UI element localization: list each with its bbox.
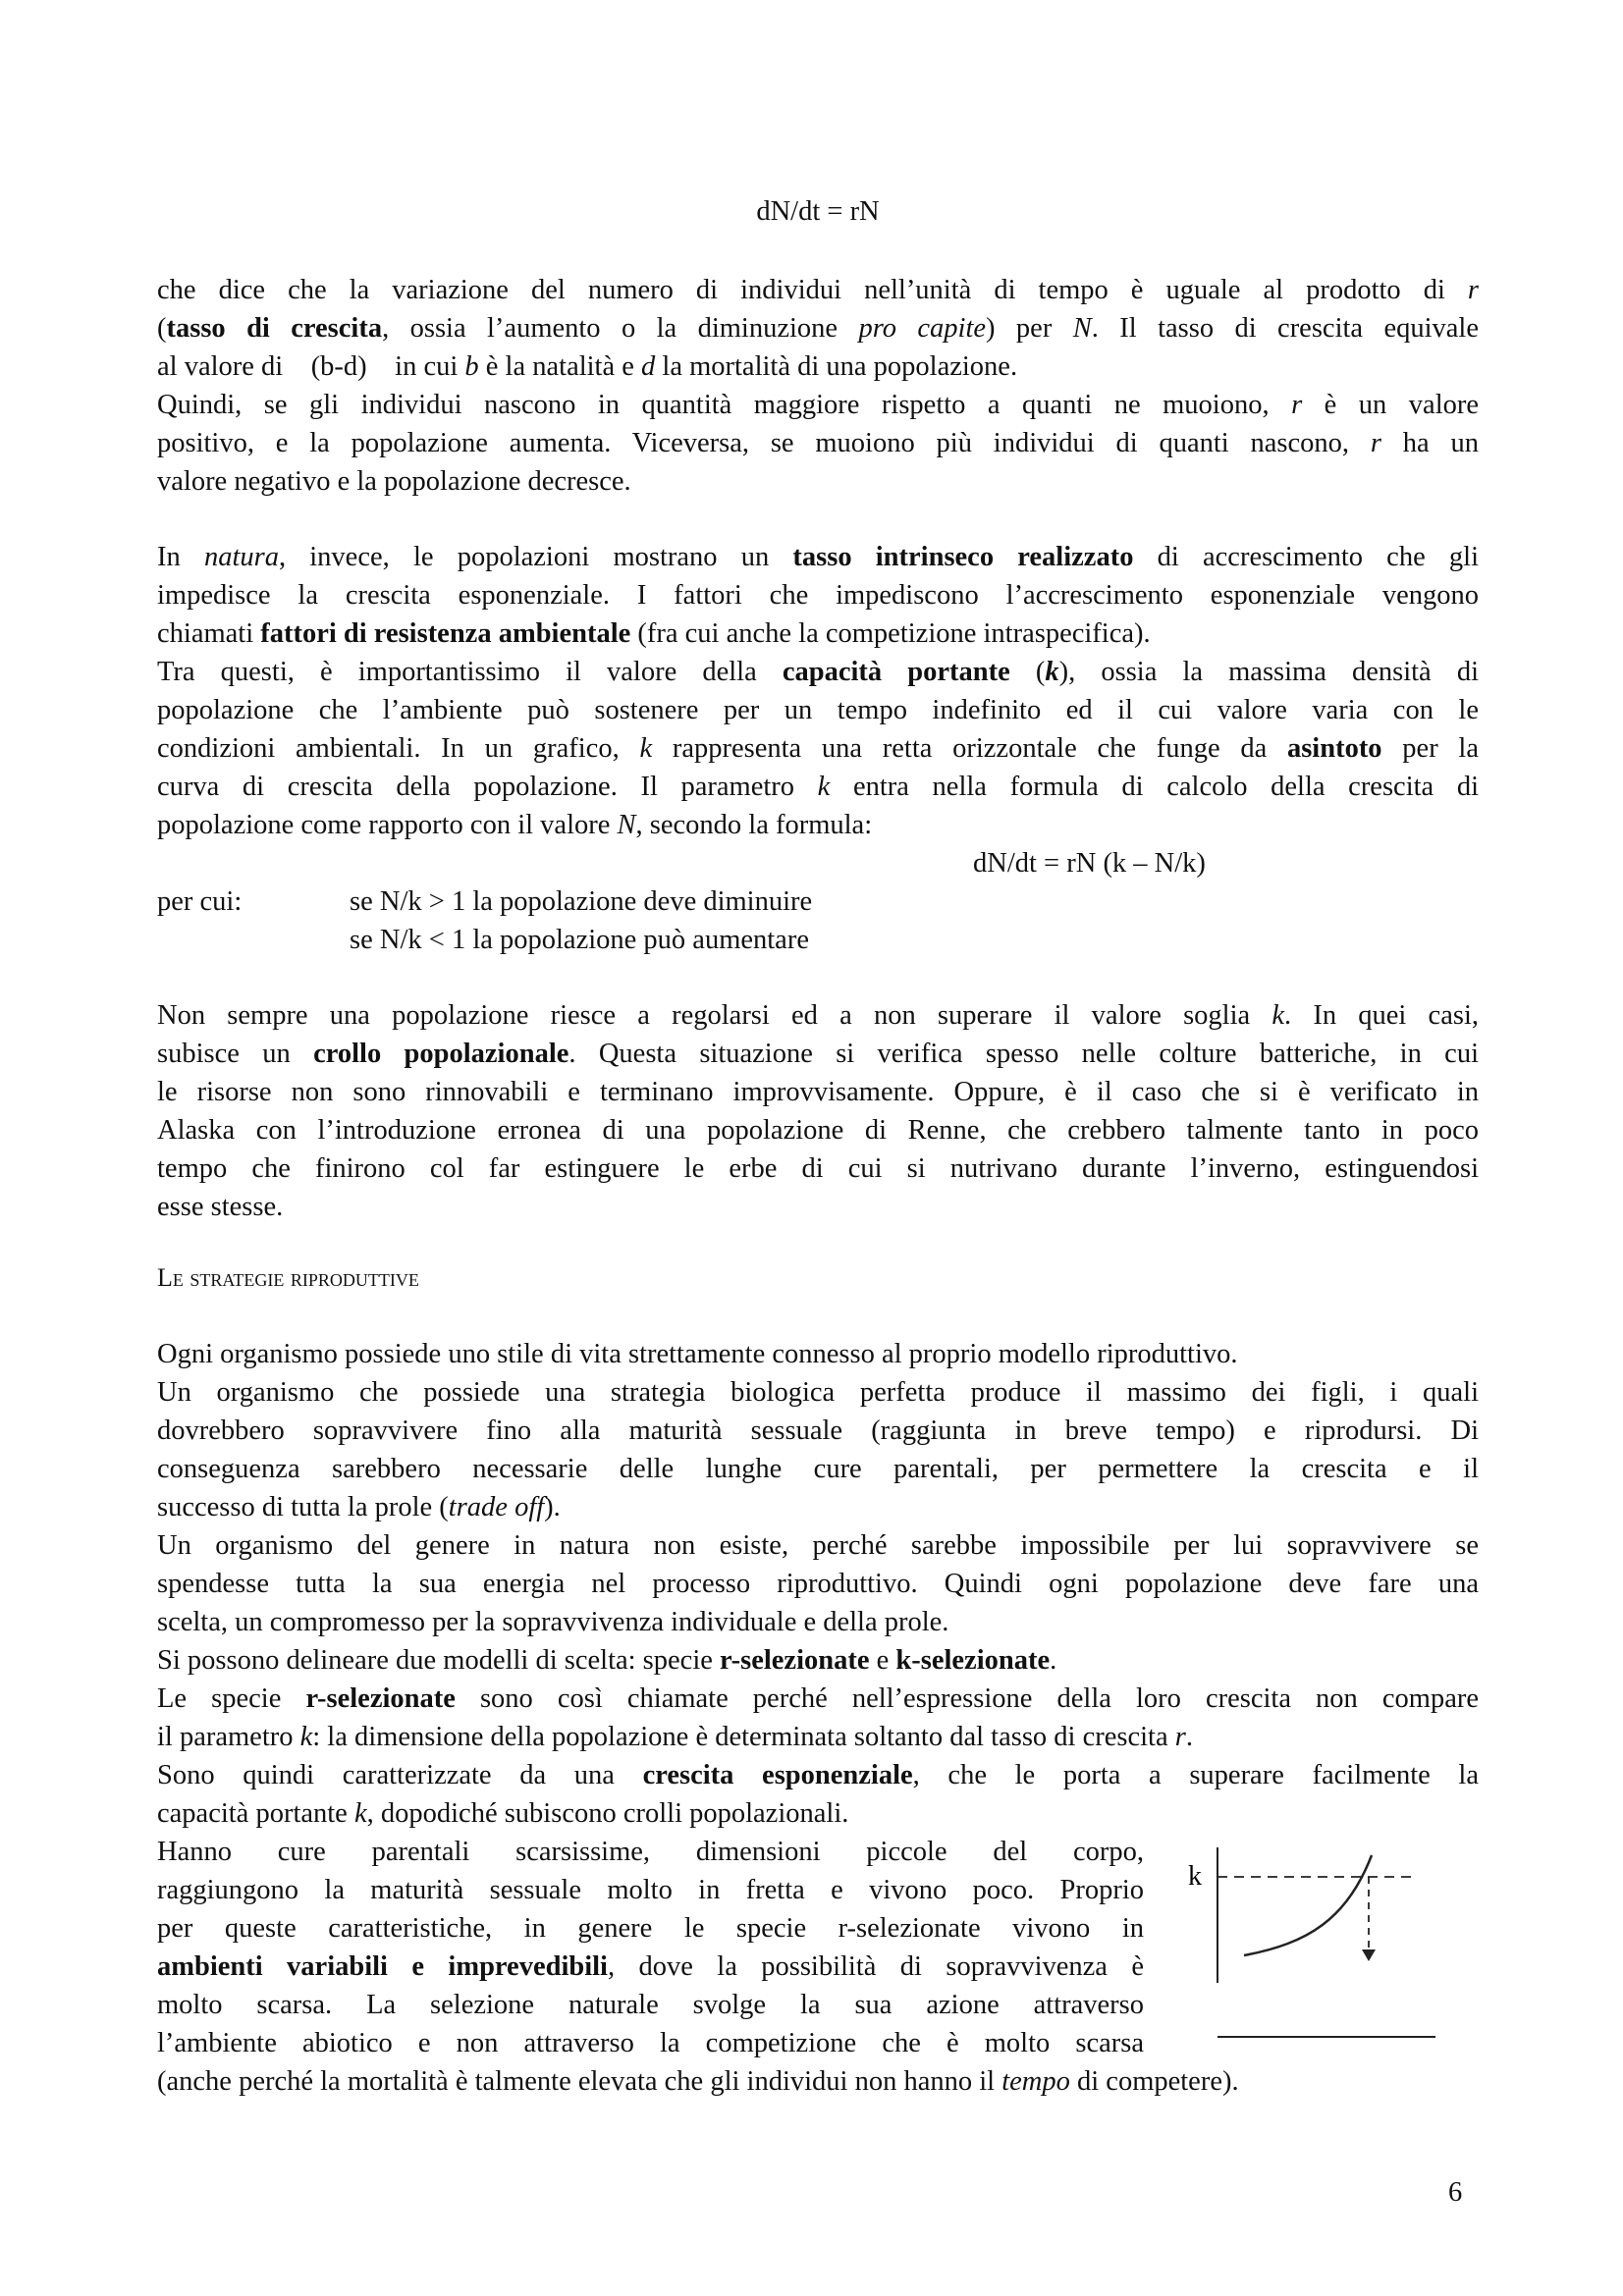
condition-increase: se N/k < 1 la popolazione può aumentare [350, 925, 809, 955]
para4-line1: Ogni organismo possiede uno stile di vita strettamente connesso al proprio modello riproduttivo. [157, 1339, 1238, 1369]
growth-curve [1244, 1855, 1372, 1955]
para1-line5: positivo, e la popolazione aumenta. Viceversa, se muoiono più individui di quanti nascono, r ha un [157, 428, 1479, 458]
para2-line3: chiamati fattori di resistenza ambientale (fra cui anche la competizione intraspecifica). [157, 618, 1151, 649]
para4-line9: Si possono delineare due modelli di scelta: specie r-selezionate e k-selezionate. [157, 1645, 1057, 1676]
para4-line13: capacità portante k, dopodiché subiscono crolli popolazionali. [157, 1798, 849, 1829]
para1-line4: Quindi, se gli individui nascono in quantità maggiore rispetto a quanti ne muoiono, r è un valore [157, 390, 1480, 420]
para3-line1: Non sempre una popolazione riesce a regolarsi ed a non superare il valore soglia k. In quei casi, [157, 1000, 1479, 1031]
para4-line18: molto scarsa. La selezione naturale svolge la sua azione attraverso [157, 1990, 1144, 2020]
section-heading: Le strategie riproduttive [157, 1263, 419, 1292]
para3-line3: le risorse non sono rinnovabili e terminano improvvisamente. Oppure, è il caso che si è verificato in [157, 1077, 1479, 1107]
para1-line6: valore negativo e la popolazione decresce. [157, 466, 631, 497]
para2-line1: In natura, invece, le popolazioni mostrano un tasso intrinseco realizzato di accrescimento che gli [157, 542, 1480, 572]
para4-line11: il parametro k: la dimensione della popolazione è determinata soltanto dal tasso di crescita r. [157, 1722, 1193, 1752]
para4-line10: Le specie r-selezionate sono così chiamate perché nell’espressione della loro crescita non compare [157, 1683, 1479, 1714]
para4-line7: spendesse tutta la sua energia nel processo riproduttivo. Quindi ogni popolazione deve fare una [157, 1569, 1479, 1599]
para4-line15: raggiungono la maturità sessuale molto in fretta e vivono poco. Proprio [157, 1875, 1144, 1905]
para2-line4: Tra questi, è importantissimo il valore della capacità portante (k), ossia la massima densità di [157, 657, 1479, 687]
condition-decrease: se N/k > 1 la popolazione deve diminuire [350, 886, 813, 917]
para4-line6: Un organismo del genere in natura non esiste, perché sarebbe impossibile per lui sopravvivere se [157, 1530, 1479, 1561]
formula-logistic: dN/dt = rN (k – N/k) [973, 848, 1206, 879]
para1-line3: al valore di (b-d) in cui b è la natalità e d la mortalità di una popolazione. [157, 351, 1018, 382]
para3-line5: tempo che finirono col far estinguere le erbe di cui si nutrivano durante l’inverno, estinguendosi [157, 1153, 1479, 1184]
crash-arrow-head [1362, 1949, 1376, 1961]
para2-line7: curva di crescita della popolazione. Il parametro k entra nella formula di calcolo della crescita di [157, 772, 1479, 802]
para3-line2: subisce un crollo popolazionale. Questa situazione si verifica spesso nelle colture batteriche, in cui [157, 1039, 1479, 1069]
para4-line8: scelta, un compromesso per la sopravvivenza individuale e della prole. [157, 1607, 949, 1637]
exponential-growth-diagram [1170, 1845, 1455, 2042]
page-number: 6 [1448, 2177, 1463, 2208]
para2-line2: impedisce la crescita esponenziale. I fattori che impediscono l’accrescimento esponenziale vengono [157, 580, 1479, 611]
per-cui-label: per cui: [157, 886, 243, 917]
para3-line6: esse stesse. [157, 1192, 284, 1222]
formula-growth: dN/dt = rN [756, 196, 880, 227]
para2-line5: popolazione che l’ambiente può sostenere per un tempo indefinito ed il cui valore varia con le [157, 695, 1479, 725]
para4-line5: successo di tutta la prole (trade off). [157, 1492, 561, 1522]
para4-line2: Un organismo che possiede una strategia biologica perfetta produce il massimo dei figli, i quali [157, 1377, 1479, 1408]
para1-line1: che dice che la variazione del numero di individui nell’unità di tempo è uguale al prodotto di r [157, 275, 1479, 305]
para4-line4: conseguenza sarebbero necessarie delle lunghe cure parentali, per permettere la crescita e il [157, 1454, 1479, 1484]
para1-line2: (tasso di crescita, ossia l’aumento o la diminuzione pro capite) per N. Il tasso di crescita equivale [157, 313, 1479, 344]
para4-line12: Sono quindi caratterizzate da una crescita esponenziale, che le porta a superare facilmente la [157, 1760, 1479, 1790]
para2-line8: popolazione come rapporto con il valore N, secondo la formula: [157, 810, 873, 840]
para4-line20: (anche perché la mortalità è talmente elevata che gli individui non hanno il tempo di competere). [157, 2066, 1239, 2097]
para4-line3: dovrebbero sopravvivere fino alla maturità sessuale (raggiunta in breve tempo) e riprodursi. Di [157, 1415, 1479, 1446]
para4-line16: per queste caratteristiche, in genere le specie r-selezionate vivono in [157, 1913, 1144, 1944]
para4-line19: l’ambiente abiotico e non attraverso la competizione che è molto scarsa [157, 2028, 1144, 2058]
para3-line4: Alaska con l’introduzione erronea di una popolazione di Renne, che crebbero talmente tanto in poco [157, 1115, 1479, 1146]
k-axis-label: k [1188, 1861, 1202, 1892]
para4-line17: ambienti variabili e imprevedibili, dove la possibilità di sopravvivenza è [157, 1951, 1144, 1982]
para4-line14: Hanno cure parentali scarsissime, dimensioni piccole del corpo, [157, 1837, 1144, 1867]
para2-line6: condizioni ambientali. In un grafico, k rappresenta una retta orizzontale che funge da asintoto per la [157, 733, 1479, 764]
